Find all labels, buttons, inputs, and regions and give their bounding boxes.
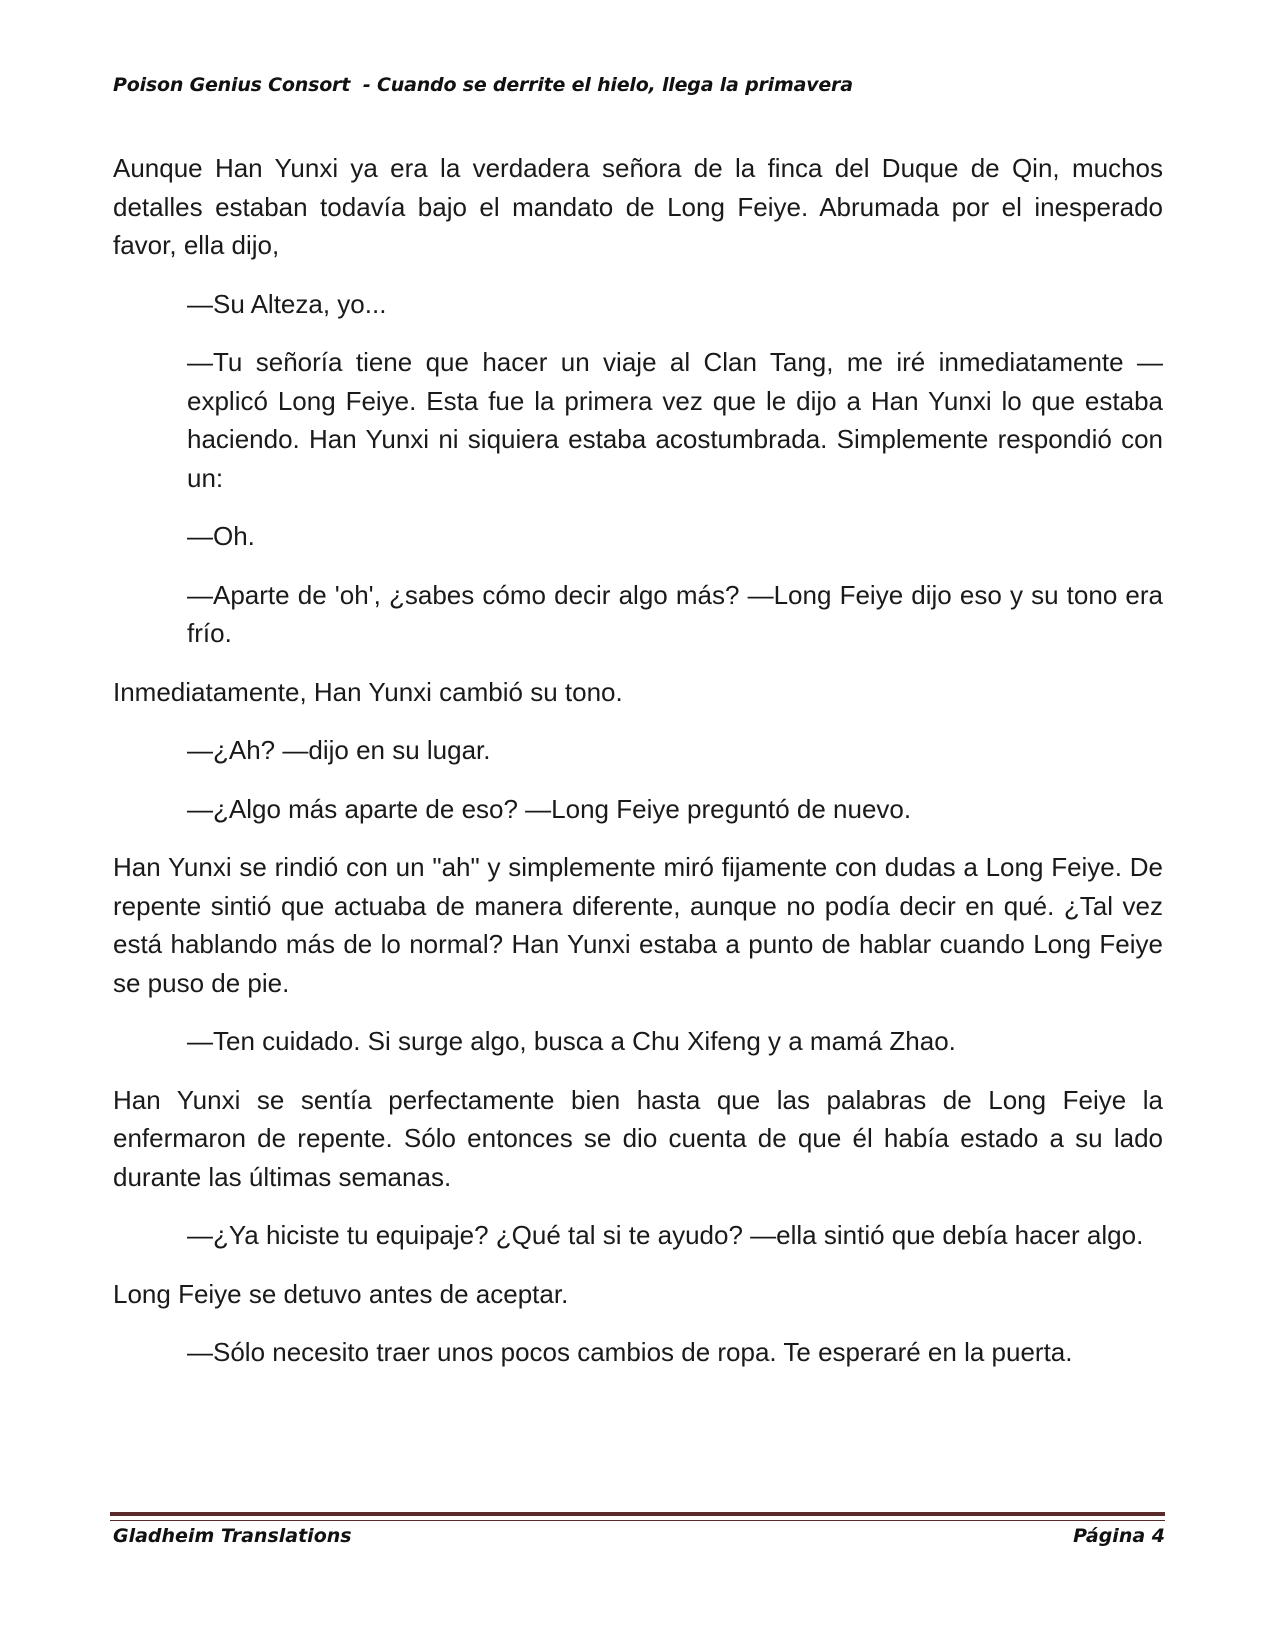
dialogue-paragraph: —Oh.	[187, 521, 255, 551]
footer-divider	[110, 1512, 1165, 1516]
paragraph: Long Feiye se detuvo antes de aceptar.	[113, 1278, 569, 1309]
paragraph: Han Yunxi se rindió con un "ah" y simplemente miró fijamente con dudas a Long Feiye. De repente sintió que actuaba de manera diferente, aunque no podía decir en qué. ¿Tal vez está hablando más de lo normal? Han Yunxi estaba a punto de hablar cuando Long Feiye se puso de pie.	[113, 852, 1163, 998]
dialogue-paragraph: —Sólo necesito traer unos pocos cambios de ropa. Te esperaré en la puerta.	[187, 1337, 1073, 1367]
dialogue-paragraph: —Su Alteza, yo...	[187, 288, 387, 319]
paragraph: Han Yunxi se sentía perfectamente bien hasta que las palabras de Long Feiye la enfermaron de repente. Sólo entonces se dio cuenta de que él había estado a su lado durante las últimas semanas.	[113, 1084, 1163, 1192]
dialogue-paragraph: —¿Ya hiciste tu equipaje? ¿Qué tal si te ayudo? —ella sintió que debía hacer algo.	[187, 1220, 1144, 1250]
dialogue-paragraph: —Ten cuidado. Si surge algo, busca a Chu Xifeng y a mamá Zhao.	[187, 1026, 956, 1056]
footer-page-number: Página 4	[1073, 1525, 1165, 1547]
dialogue-paragraph: —Tu señoría tiene que hacer un viaje al Clan Tang, me iré inmediatamente —explicó Long Feiye. Esta fue la primera vez que le dijo a Han Yunxi lo que estaba haciendo. Han Yunxi ni siquiera estaba acostumbrada. Simplemente respondió con un:	[187, 347, 1163, 493]
page-header-title: Poison Genius Consort - Cuando se derrite el hielo, llega la primavera	[113, 74, 853, 96]
dialogue-paragraph: —Aparte de 'oh', ¿sabes cómo decir algo más? —Long Feiye dijo eso y su tono era frío.	[187, 579, 1163, 648]
footer-publisher: Gladheim Translations	[113, 1525, 352, 1547]
page-body	[113, 149, 1163, 1392]
footer-divider-thin	[110, 1520, 1165, 1521]
dialogue-paragraph: —¿Ah? —dijo en su lugar.	[187, 735, 491, 765]
dialogue-paragraph: —¿Algo más aparte de eso? —Long Feiye preguntó de nuevo.	[187, 793, 912, 824]
paragraph: Aunque Han Yunxi ya era la verdadera señora de la finca del Duque de Qin, muchos detalles estaban todavía bajo el mandato de Long Feiye. Abrumada por el inesperado favor, ella dijo,	[113, 153, 1163, 260]
paragraph: Inmediatamente, Han Yunxi cambió su tono.	[113, 676, 623, 707]
